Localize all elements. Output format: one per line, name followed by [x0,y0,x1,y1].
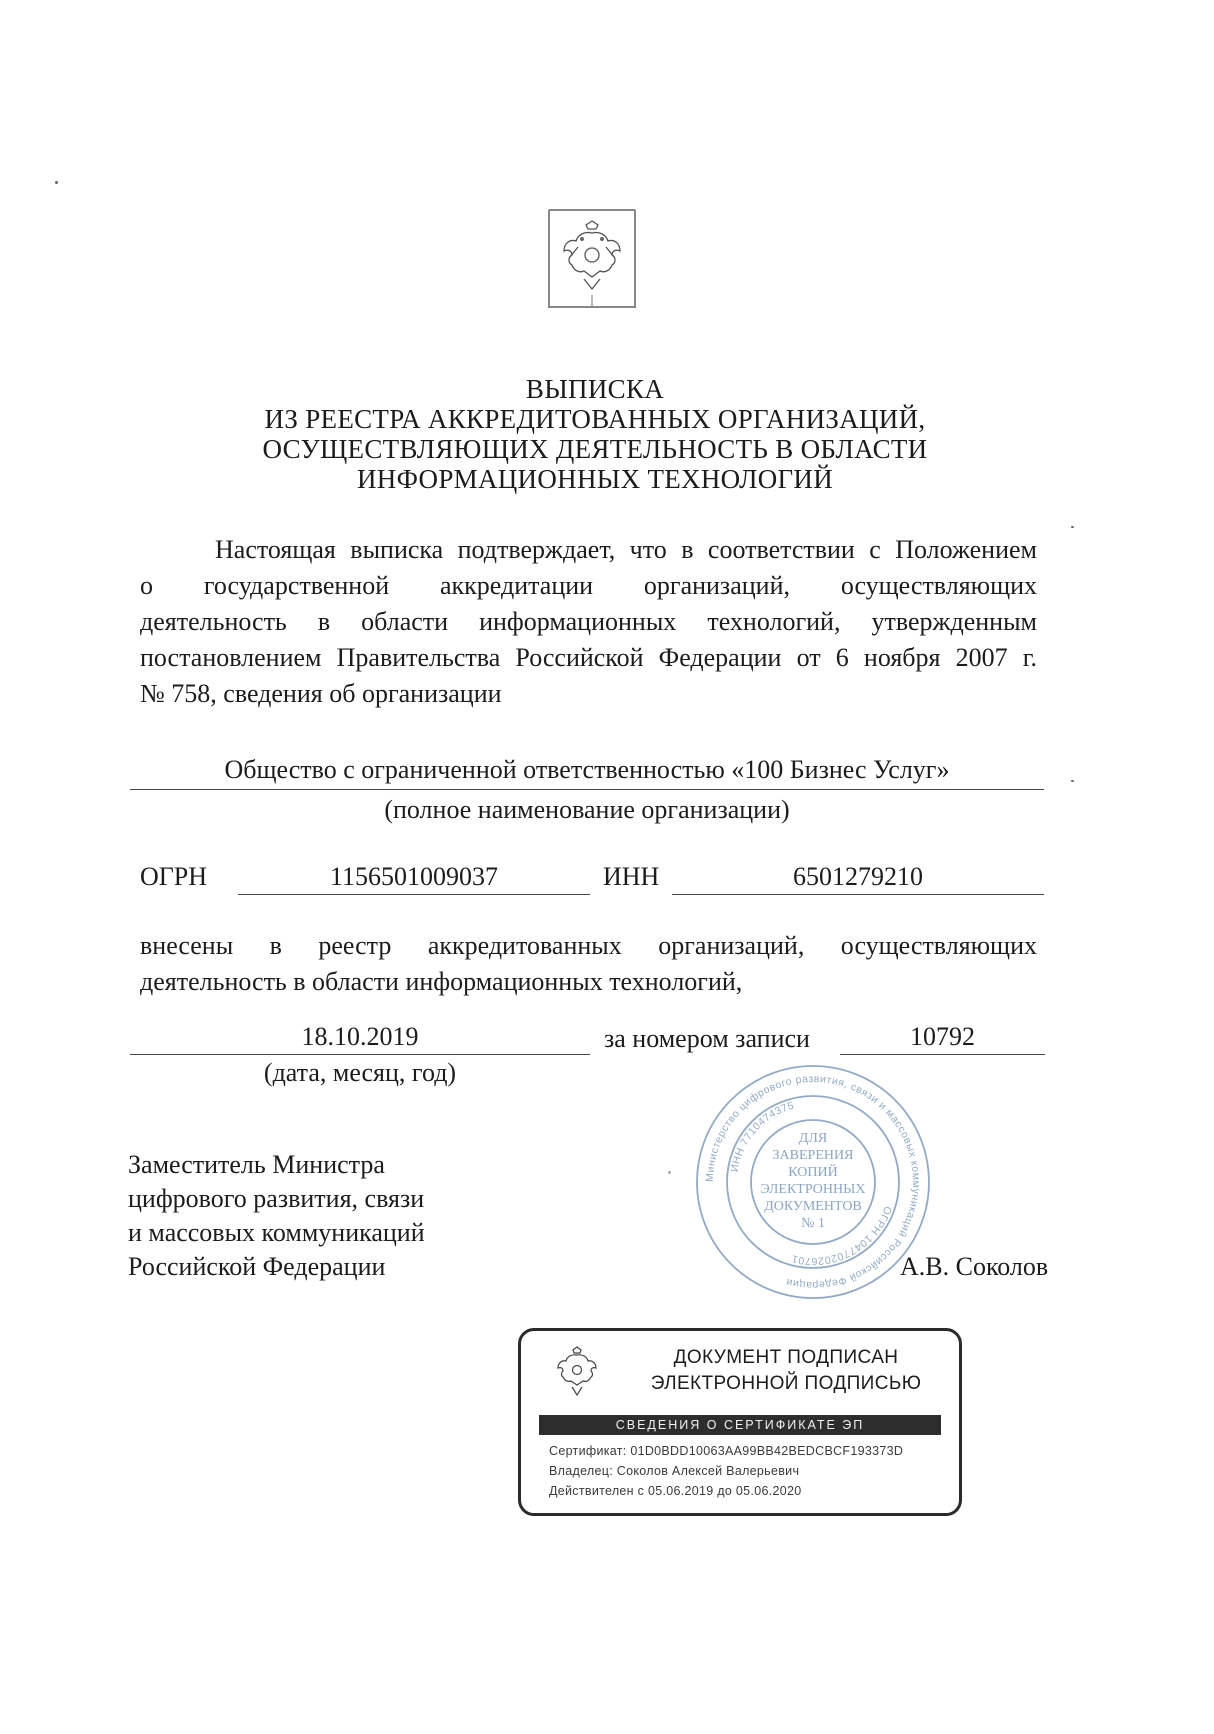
esig-certificate-number: Сертификат: 01D0BDD10063AA99BB42BEDCBCF193373D [549,1444,904,1458]
signatory-position [128,1148,425,1284]
registry-paragraph [140,928,1037,1000]
stamp-center-line: ЭЛЕКТРОННЫХ [760,1182,866,1197]
esig-validity: Действителен с 05.06.2019 до 05.06.2020 [549,1484,802,1498]
stamp-center-line: КОПИЙ [788,1165,838,1180]
organization-full-name: Общество с ограниченной ответственностью «100 Бизнес Услуг» [224,755,950,784]
intro-line: деятельность в области информационных технологий, утвержденным [140,607,1037,636]
scan-speck [668,1171,671,1174]
inn-underline [672,894,1044,895]
coat-of-arms-emblem [548,209,636,308]
scan-speck [1071,526,1074,528]
ogrn-label: ОГРН [140,862,208,891]
russian-coat-of-arms-icon [550,211,634,306]
intro-line: Настоящая выписка подтверждает, что в соответствии с Положением [215,535,1037,564]
intro-line: о государственной аккредитации организаций, осуществляющих [140,571,1037,600]
esig-certificate-header-bar: СВЕДЕНИЯ О СЕРТИФИКАТЕ ЭП [539,1415,941,1435]
stamp-ogrn-text: ОГРН 1047702026701 [790,1204,894,1268]
stamp-center-line: ЗАВЕРЕНИЯ [772,1148,854,1163]
electronic-signature-box [518,1328,962,1516]
ogrn-underline [238,894,590,895]
intro-line: постановлением Правительства Российской Федерации от 6 ноября 2007 г. [140,643,1037,672]
round-stamp-graphic [693,1062,933,1302]
esig-coat-of-arms-icon [551,1345,603,1401]
scan-speck [55,181,58,184]
title-line-4: ИНФОРМАЦИОННЫХ ТЕХНОЛОГИЙ [356,464,834,494]
signatory-position-line: цифрового развития, связи [128,1184,425,1213]
signatory-position-line: и массовых коммуникаций [128,1218,425,1247]
stamp-inn-text: ИНН 7710474375 [728,1099,796,1173]
intro-line: № 758, сведения об организации [140,679,502,708]
esig-title [626,1345,946,1397]
record-number-value: 10792 [910,1022,975,1051]
esig-owner: Владелец: Соколов Алексей Валерьевич [549,1464,800,1478]
intro-paragraph [140,532,1037,712]
signatory-name: А.В. Соколов [900,1252,1049,1281]
registry-line: деятельность в области информационных технологий, [140,967,743,996]
inn-label: ИНН [603,862,660,891]
esig-title-line: ЭЛЕКТРОННОЙ ПОДПИСЬЮ [650,1373,922,1394]
organization-name-caption: (полное наименование организации) [384,795,790,824]
signatory-position-line: Российской Федерации [128,1252,386,1281]
record-number-underline [840,1054,1045,1055]
registry-date: 18.10.2019 [301,1022,419,1051]
title-line-2: ИЗ РЕЕСТРА АККРЕДИТОВАННЫХ ОРГАНИЗАЦИЙ, [264,404,926,434]
title-line-1: ВЫПИСКА [525,374,665,404]
organization-name-underline [130,789,1044,790]
signatory-position-line: Заместитель Министра [128,1150,385,1179]
official-round-stamp [693,1062,933,1302]
date-caption: (дата, месяц, год) [263,1058,457,1087]
record-number-label: за номером записи [604,1024,810,1053]
stamp-center-line: № 1 [801,1216,825,1231]
inn-value: 6501279210 [793,862,923,891]
stamp-center-line: ДЛЯ [798,1131,828,1146]
esig-title-line: ДОКУМЕНТ ПОДПИСАН [673,1347,899,1368]
registry-line: внесены в реестр аккредитованных организаций, осуществляющих [140,931,1037,960]
stamp-center-line: ДОКУМЕНТОВ [764,1199,862,1214]
ogrn-value: 1156501009037 [329,862,499,891]
stamp-ring-text: Министерство цифрового развития, связи и массовых коммуникаций Российской Федерации [703,1072,923,1292]
title-line-3: ОСУЩЕСТВЛЯЮЩИХ ДЕЯТЕЛЬНОСТЬ В ОБЛАСТИ [262,434,928,464]
scan-speck [1071,780,1074,782]
date-underline [130,1054,590,1055]
